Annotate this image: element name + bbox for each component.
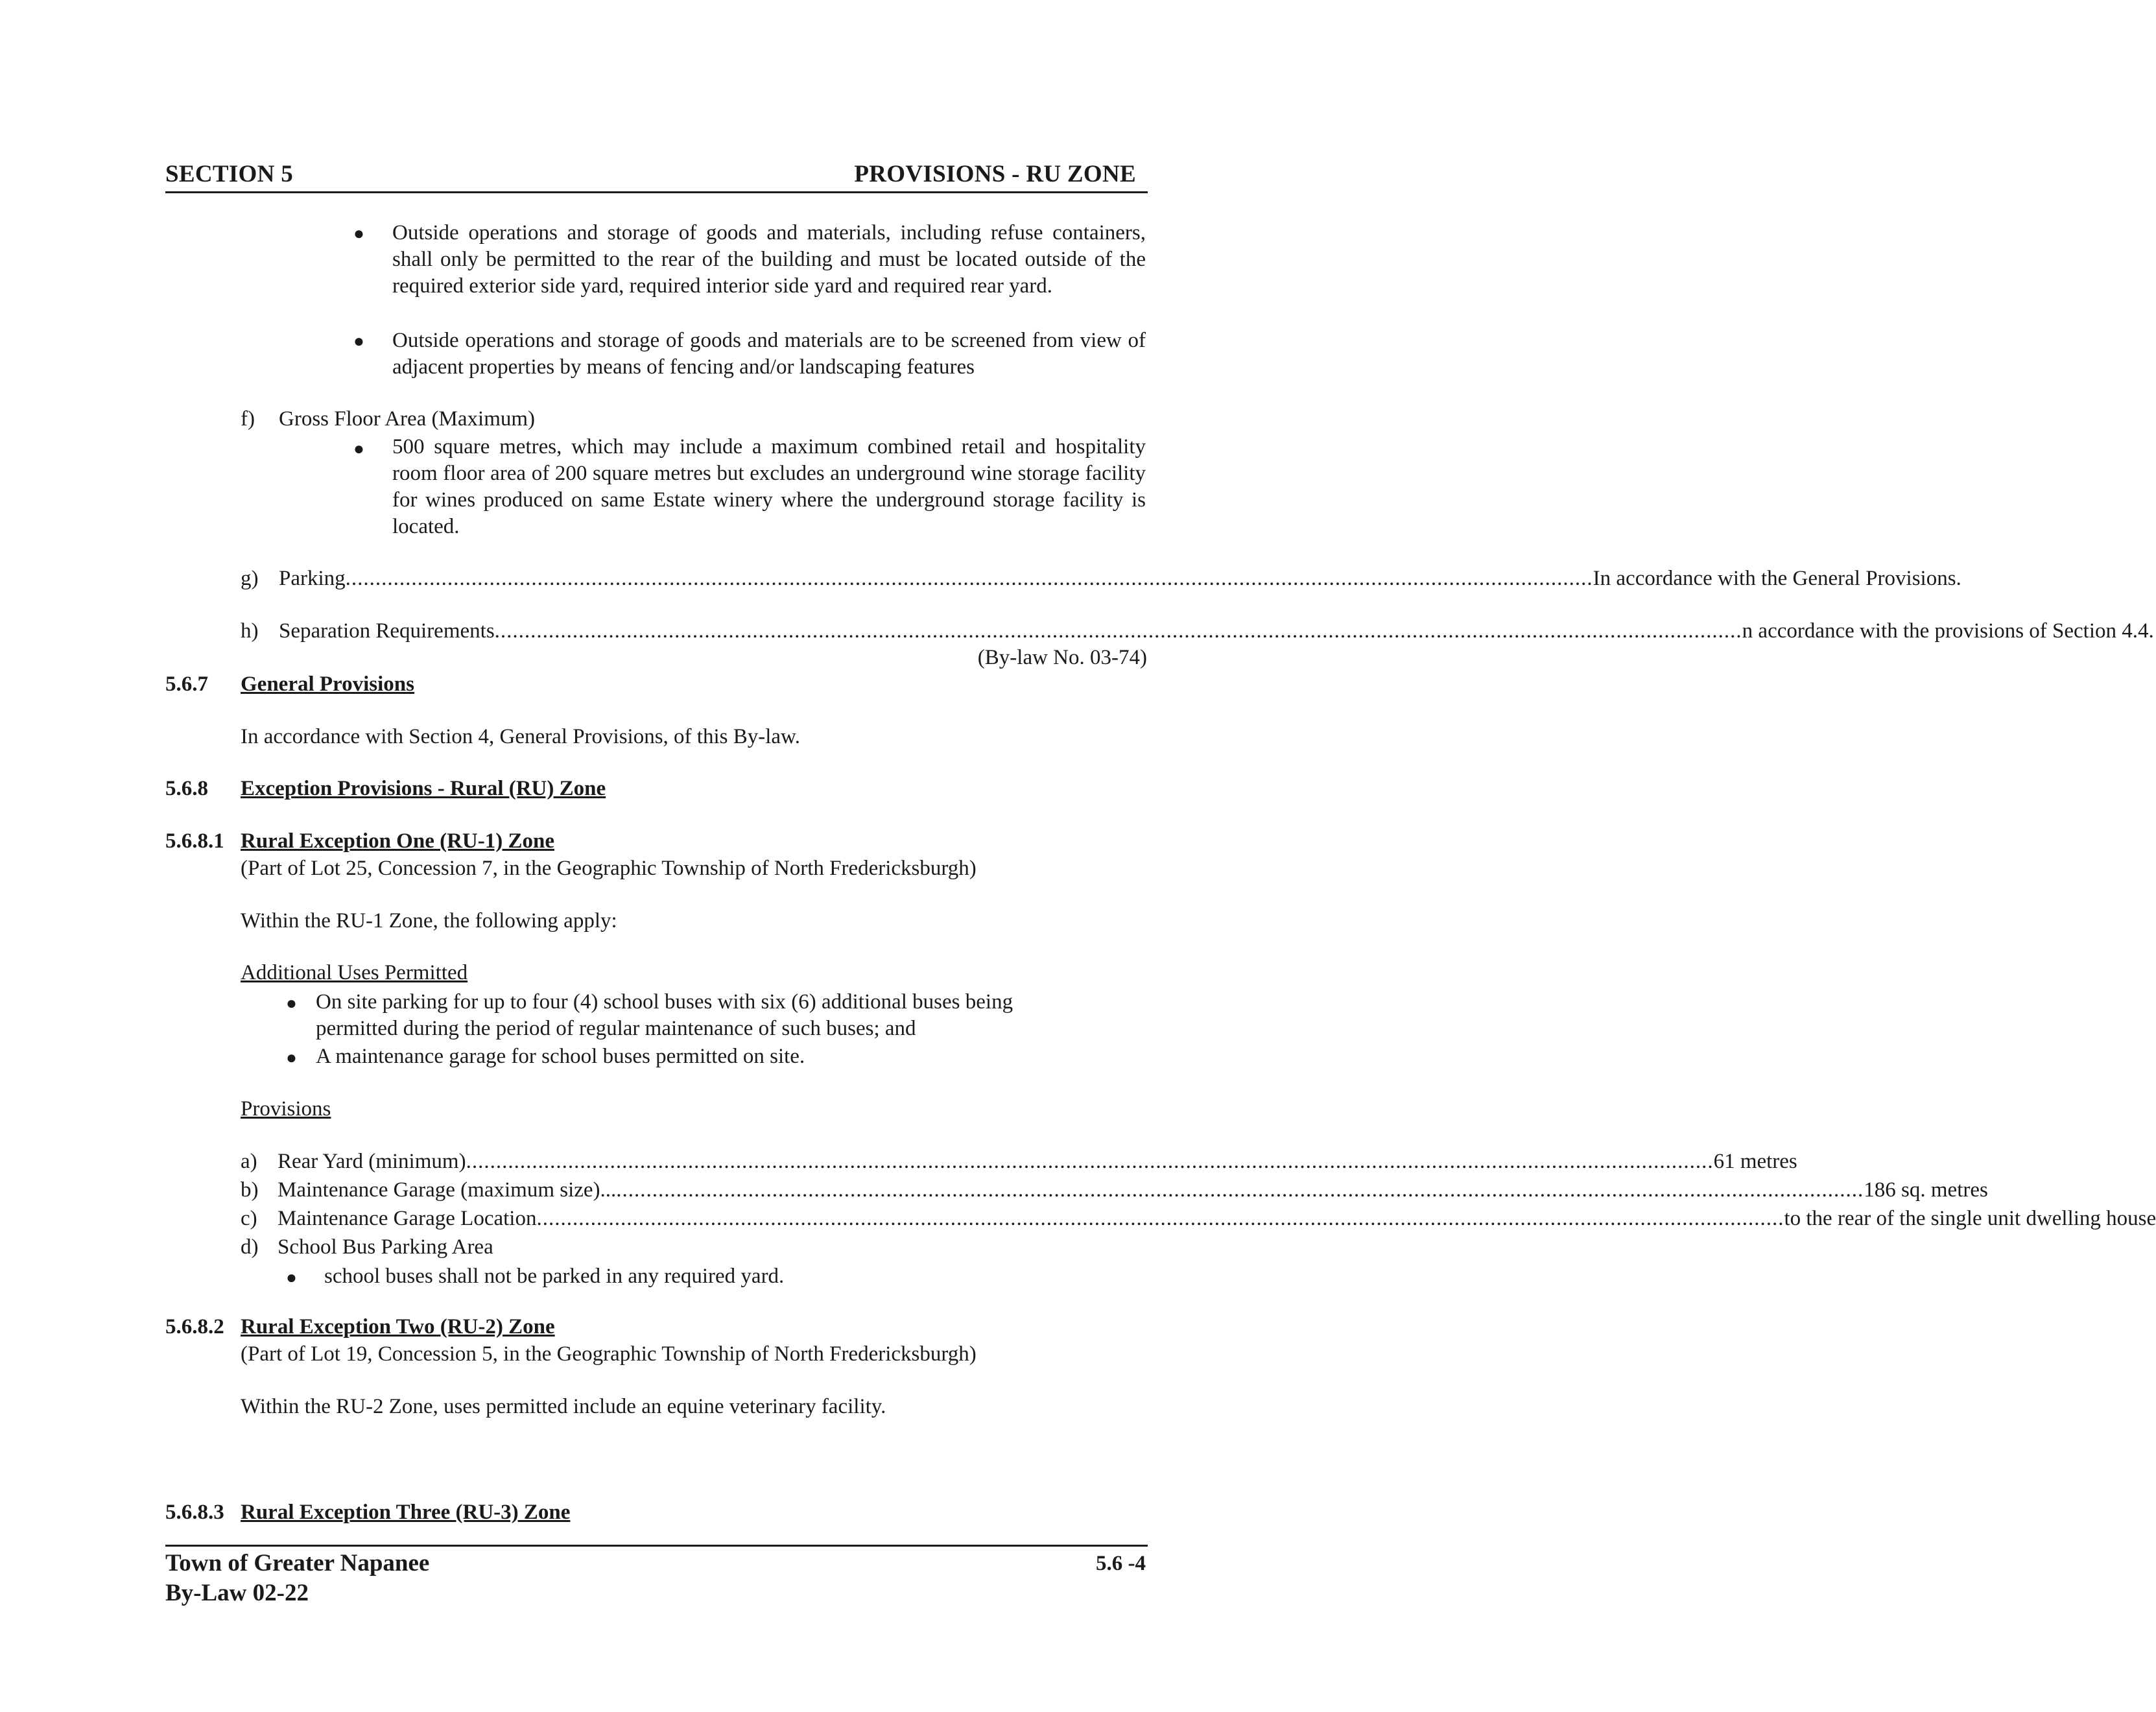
section-5-6-8-2-number: 5.6.8.2 xyxy=(165,1315,224,1338)
provision-d-label: School Bus Parking Area xyxy=(278,1235,493,1259)
dot-leader: ................................................................................................................................................................................................................ xyxy=(536,1207,1784,1230)
additional-use-1-line-2: permitted during the period of regular maintenance of such buses; and xyxy=(316,1017,916,1040)
bullet-dot: ● xyxy=(286,993,297,1014)
footer-bylaw: By-Law 02-22 xyxy=(165,1580,309,1606)
outside-ops-bullet-1: Outside operations and storage of goods and materials, including refuse containers, shall only be permitted to the rear of the building and must be located outside of the required exterior side yard, required interior side yard and required rear yard. xyxy=(392,221,1146,298)
section-5-6-7-title: General Provisions xyxy=(241,672,414,696)
bullet-dot: ● xyxy=(353,331,364,351)
provision-b-value: 186 sq. metres xyxy=(1864,1178,1988,1202)
item-g-value: In accordance with the General Provisions. xyxy=(1593,567,1961,590)
provision-a-label: Rear Yard (minimum) xyxy=(278,1150,466,1173)
header-section-label: SECTION 5 xyxy=(165,161,294,187)
footer-town-name: Town of Greater Napanee xyxy=(165,1550,430,1576)
provision-a-marker: a) xyxy=(241,1150,257,1173)
dot-leader: ................................................................................................................................................................................................................ xyxy=(616,1178,1864,1202)
additional-use-1-line-1: On site parking for up to four (4) school buses with six (6) additional buses being xyxy=(316,990,1013,1014)
footer-rule xyxy=(165,1545,1148,1547)
bullet-dot: ● xyxy=(353,439,364,459)
additional-use-2: A maintenance garage for school buses permitted on site. xyxy=(316,1045,805,1068)
section-5-6-7-number: 5.6.7 xyxy=(165,672,208,696)
section-5-6-8-1-number: 5.6.8.1 xyxy=(165,829,224,853)
section-5-6-8-1-location: (Part of Lot 25, Concession 7, in the Geographic Township of North Fredericksburgh) xyxy=(241,857,977,880)
item-g-marker: g) xyxy=(241,567,259,590)
section-5-6-8-3-title: Rural Exception Three (RU-3) Zone xyxy=(241,1501,571,1524)
section-5-6-8-2-title: Rural Exception Two (RU-2) Zone xyxy=(241,1315,555,1338)
additional-uses-heading: Additional Uses Permitted xyxy=(241,961,468,984)
provision-c-marker: c) xyxy=(241,1207,257,1230)
item-f-bullet: 500 square metres, which may include a maximum combined retail and hospitality room floor area of 200 square metres but excludes an underground wine storage facility for wines produced on same Estate winery where the underground storage facility is located. xyxy=(392,435,1146,538)
footer-page-number: 5.6 -4 xyxy=(1096,1552,1146,1575)
item-h-marker: h) xyxy=(241,619,259,643)
section-5-6-8-3-number: 5.6.8.3 xyxy=(165,1501,224,1524)
item-h-value: n accordance with the provisions of Section 4.4. xyxy=(1742,619,2154,643)
provision-d-marker: d) xyxy=(241,1235,259,1259)
item-f-label: Gross Floor Area (Maximum) xyxy=(279,407,536,431)
provision-c-value: to the rear of the single unit dwelling house xyxy=(1784,1207,2156,1230)
provision-b-marker: b) xyxy=(241,1178,259,1202)
item-h-leader-row xyxy=(279,618,2154,645)
provision-b-label: Maintenance Garage (maximum size)... xyxy=(278,1178,617,1202)
section-5-6-8-1-intro: Within the RU-1 Zone, the following apply: xyxy=(241,909,617,933)
section-5-6-8-2-text: Within the RU-2 Zone, uses permitted include an equine veterinary facility. xyxy=(241,1395,886,1418)
header-zone-title: PROVISIONS - RU ZONE xyxy=(854,161,1136,187)
provision-c-leader-row xyxy=(278,1206,2156,1232)
item-f-marker: f) xyxy=(241,407,255,431)
provision-b-leader-row xyxy=(278,1177,1988,1204)
school-bus-bullet: school buses shall not be parked in any required yard. xyxy=(324,1265,785,1288)
provision-a-value: 61 metres xyxy=(1713,1150,1797,1173)
provision-c-label: Maintenance Garage Location xyxy=(278,1207,537,1230)
bullet-dot: ● xyxy=(353,224,364,244)
item-g-leader-row xyxy=(279,565,1961,592)
item-g-label: Parking xyxy=(279,567,346,590)
bullet-dot: ● xyxy=(286,1048,297,1068)
section-5-6-8-title: Exception Provisions - Rural (RU) Zone xyxy=(241,777,606,800)
section-5-6-7-text: In accordance with Section 4, General Provisions, of this By-law. xyxy=(241,725,800,748)
item-h-bylaw-reference: (By-law No. 03-74) xyxy=(977,646,1147,669)
dot-leader: ................................................................................................................................................................................................................ xyxy=(466,1150,1714,1173)
section-5-6-8-number: 5.6.8 xyxy=(165,777,208,800)
item-h-label: Separation Requirements xyxy=(279,619,495,643)
provision-a-leader-row xyxy=(278,1148,1797,1175)
bullet-dot: ● xyxy=(286,1268,297,1288)
provisions-heading: Provisions xyxy=(241,1097,331,1121)
dot-leader: ................................................................................................................................................................................................................ xyxy=(494,619,1742,643)
outside-ops-bullet-2: Outside operations and storage of goods and materials are to be screened from view of adjacent properties by means of fencing and/or landscaping features xyxy=(392,329,1146,379)
section-5-6-8-2-location: (Part of Lot 19, Concession 5, in the Geographic Township of North Fredericksburgh) xyxy=(241,1342,977,1366)
dot-leader: ................................................................................................................................................................................................................ xyxy=(345,567,1593,590)
header-rule xyxy=(165,191,1148,193)
section-5-6-8-1-title: Rural Exception One (RU-1) Zone xyxy=(241,829,554,853)
